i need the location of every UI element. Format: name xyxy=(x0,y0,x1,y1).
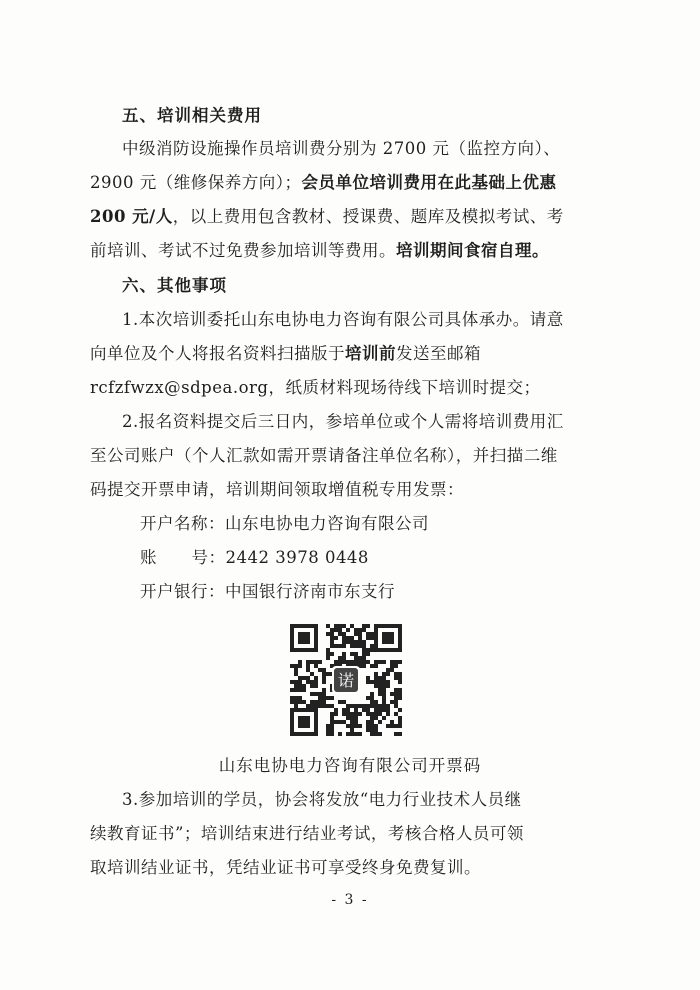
item-3-line-1: 3.参加培训的学员，协会将发放“电力行业技术人员继 xyxy=(122,790,522,809)
bank-branch: 开户银行：中国银行济南市东支行 xyxy=(140,582,395,601)
fee-paragraph-line-3: 200 元/人，以上费用包含教材、授课费、题库及模拟考试、考 xyxy=(90,207,564,226)
item-2-line-3: 码提交开票申请，培训期间领取增值税专用发票： xyxy=(90,480,464,499)
item-1-line-2: 向单位及个人将报名资料扫描版于培训前发送至邮箱 xyxy=(90,344,481,363)
item-1-line-1: 1.本次培训委托山东电协电力咨询有限公司具体承办。请意 xyxy=(122,310,564,329)
fee-paragraph-line-4: 前培训、考试不过免费参加培训等费用。培训期间食宿自理。 xyxy=(90,241,549,260)
section-5-heading: 五、培训相关费用 xyxy=(122,106,262,125)
item-2-line-1: 2.报名资料提交后三日内，参培单位或个人需将培训费用汇 xyxy=(122,412,564,431)
section-6-heading: 六、其他事项 xyxy=(122,276,227,295)
bank-account-number: 账 号：2442 3978 0448 xyxy=(140,548,369,567)
item-1-line-3: rcfzfwzx@sdpea.org，纸质材料现场待线下培训时提交； xyxy=(90,378,541,397)
invoice-qr-code[interactable] xyxy=(286,620,406,740)
qr-code-image xyxy=(286,620,406,740)
fee-paragraph-line-2: 2900 元（维修保养方向）；会员单位培训费用在此基础上优惠 xyxy=(90,173,557,192)
item-3-line-2: 续教育证书”；培训结束进行结业考试，考核合格人员可领 xyxy=(90,824,524,843)
page-number: - 3 - xyxy=(331,892,369,908)
item-3-line-3: 取培训结业证书，凭结业证书可享受终身免费复训。 xyxy=(90,858,481,877)
bank-account-name: 开户名称：山东电协电力咨询有限公司 xyxy=(140,514,429,533)
qr-center-logo: 诺 xyxy=(337,671,355,690)
qr-caption: 山东电协电力咨询有限公司开票码 xyxy=(218,756,482,775)
item-2-line-2: 至公司账户（个人汇款如需开票请备注单位名称），并扫描二维 xyxy=(90,446,558,465)
fee-paragraph-line-1: 中级消防设施操作员培训费分别为 2700 元（监控方向）、 xyxy=(122,139,561,158)
